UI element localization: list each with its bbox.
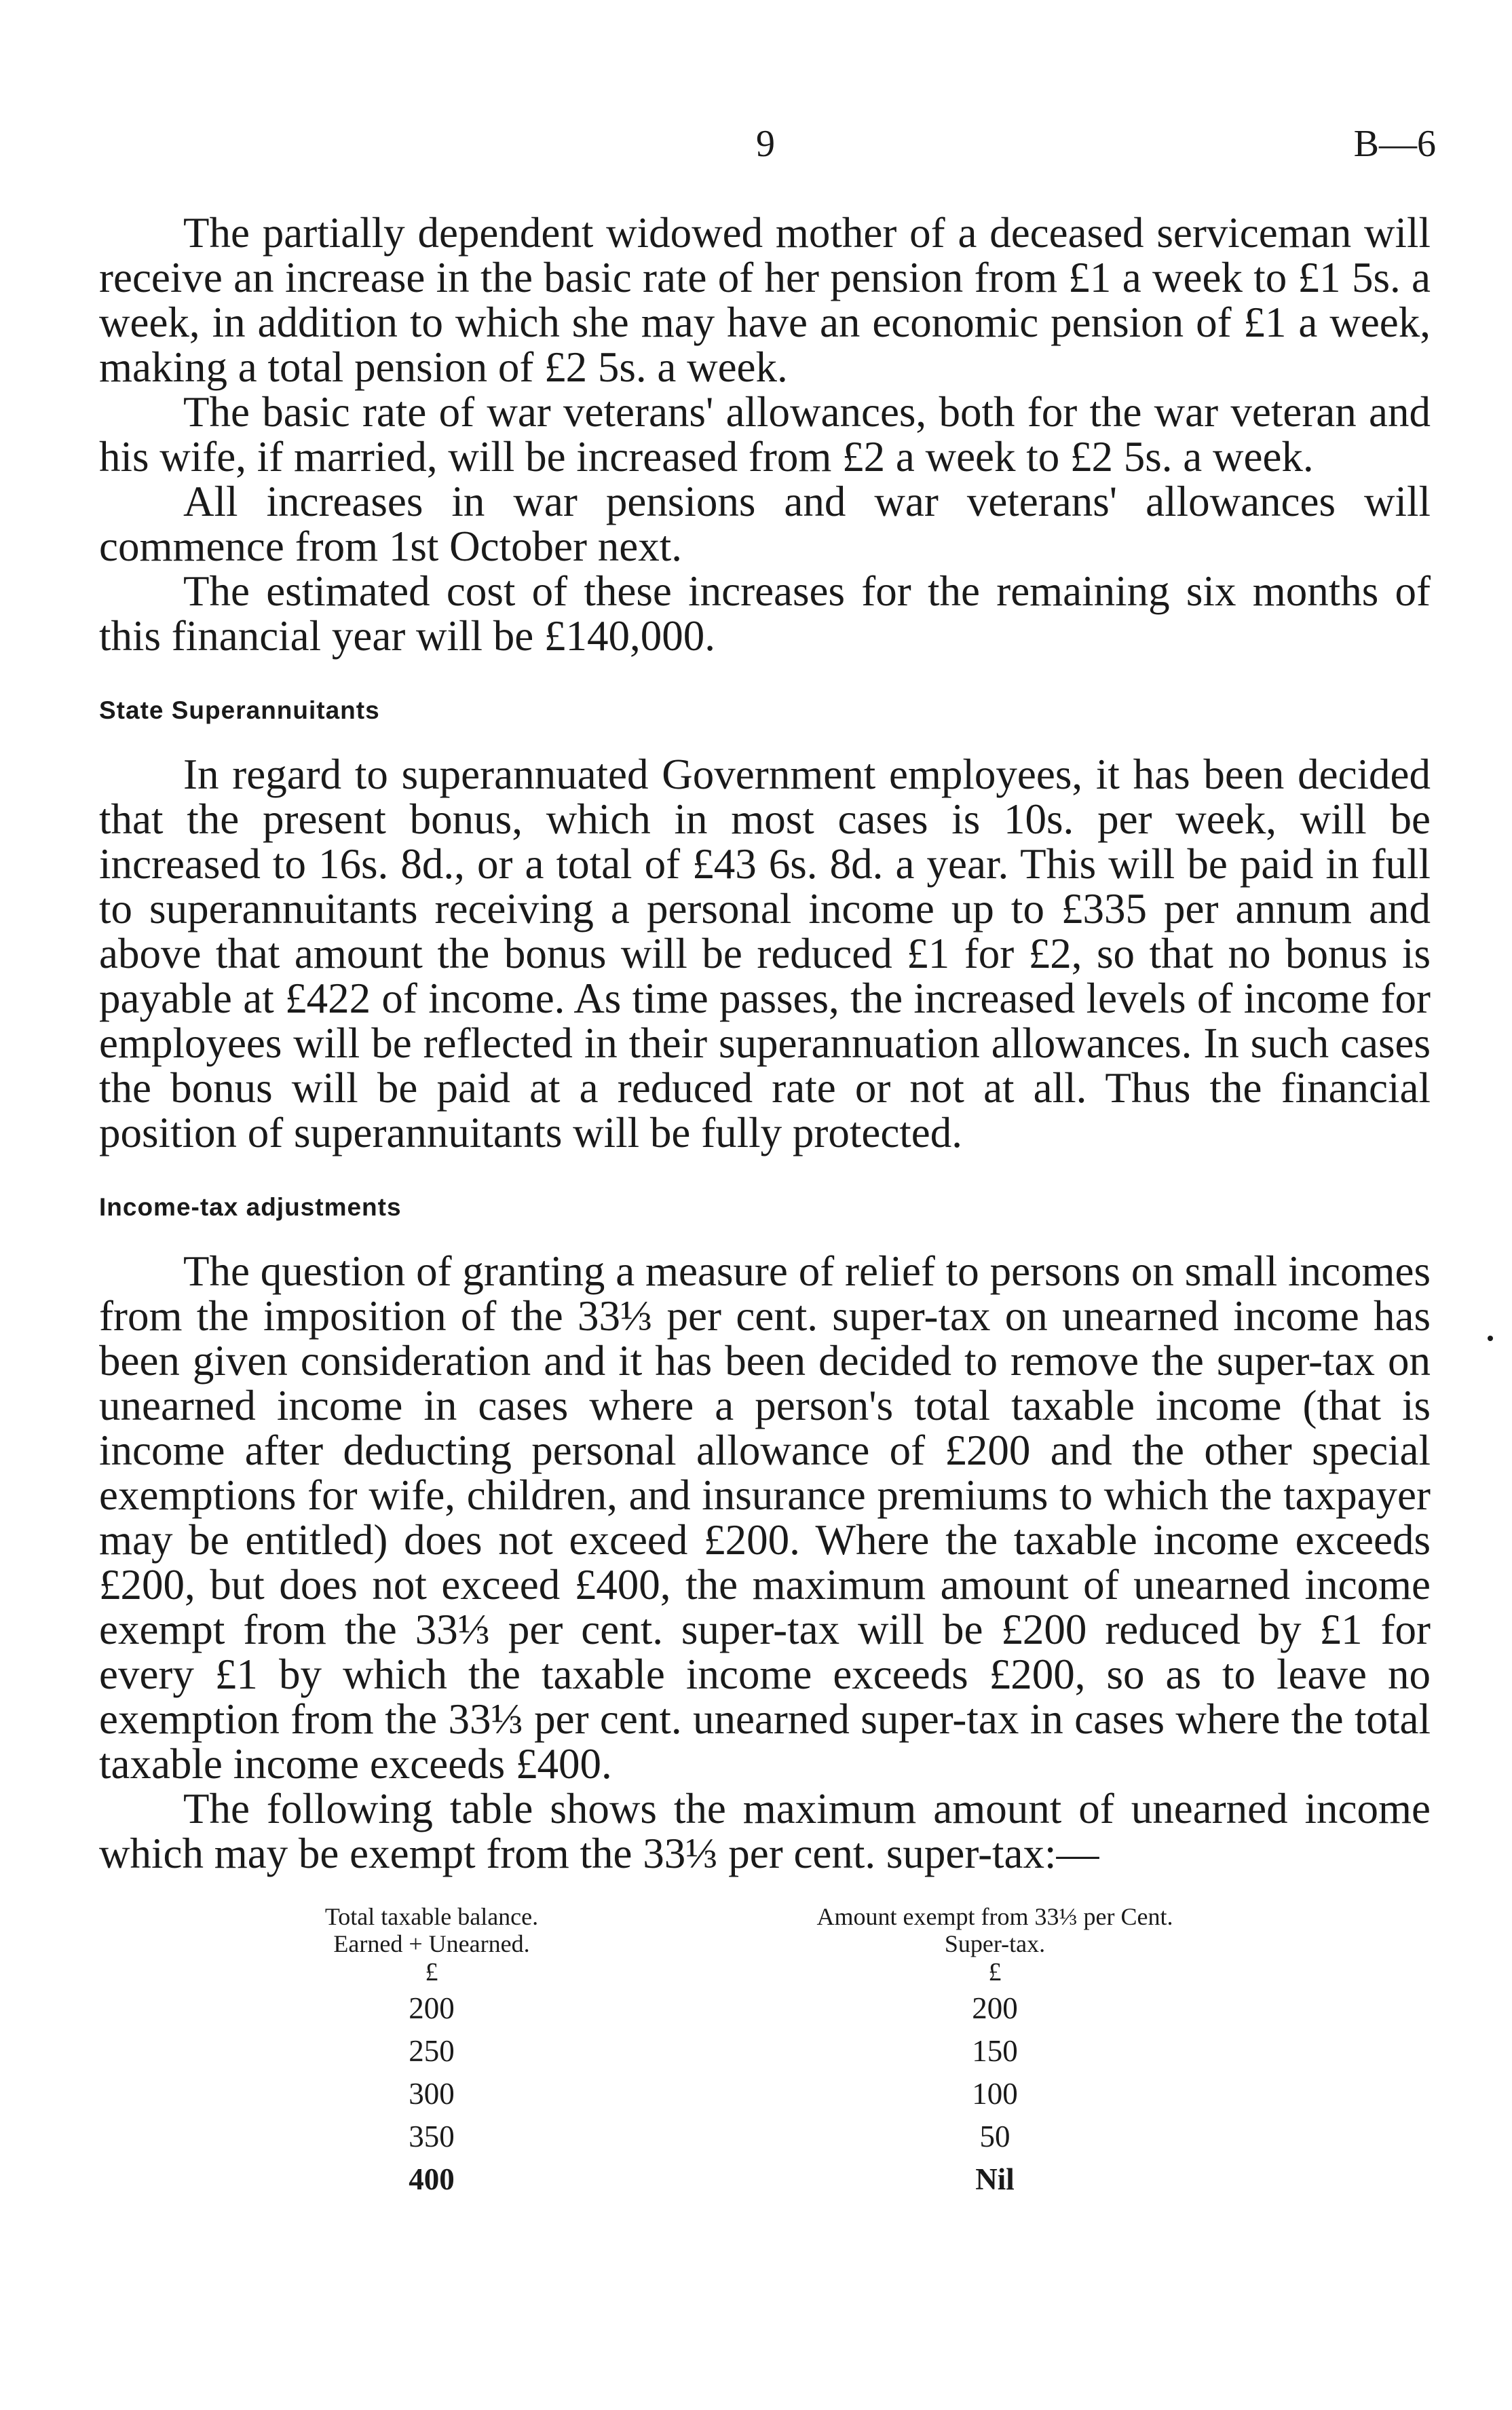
table-column-amount-exempt	[778, 1903, 1212, 2201]
column-header-line: Amount exempt from 33⅓ per Cent.	[816, 1903, 1173, 1930]
paragraph-war-veterans: The basic rate of war veterans' allowances, both for the war veteran and his wife, if married, will be increased from £2 a week to £2 5s. a week.	[99, 388, 1431, 481]
section-heading-superannuitants: State Superannuitants	[99, 696, 380, 724]
column-header-line: Total taxable balance.	[324, 1903, 539, 1930]
section-heading-income-tax: Income-tax adjustments	[99, 1193, 402, 1221]
column-unit: £	[425, 1958, 438, 1987]
page-code: B—6	[1353, 123, 1436, 165]
paragraph-superannuitants: In regard to superannuated Government employees, it has been decided that the present bonus, which in most cases is 10s. per week, will be increased to 16s. 8d., or a total of £43 6s. 8d. a year. This will be paid in full to superannuitants receiving a personal income up to £335 per annum and above that amount the bonus will be reduced £1 for £2, so that no bonus is payable at £422 of income. As time passes, the increased levels of income for employees will be reflected in their superannuation allowances. In such cases the bonus will be paid at a reduced rate or not at all. Thus the financial position of superannuitants will be fully protected.	[99, 751, 1431, 1156]
column-header-line: Earned + Unearned.	[333, 1930, 530, 1957]
table-cell: 200	[972, 1991, 1018, 2025]
table-cell: 100	[972, 2077, 1018, 2111]
ink-speck	[1488, 1336, 1493, 1341]
paragraph-super-tax-relief: The question of granting a measure of relief to persons on small incomes from the imposition of the 33⅓ per cent. super-tax on unearned income has been given consideration and it has been decided to remove the super-tax on unearned income in cases where a person's total taxable income (that is income after deducting personal allowance of £200 and the other special exemptions for wife, children, and insurance premiums to which the taxpayer may be entitled) does not exceed £200. Where the taxable income exceeds £200, but does not exceed £400, the maximum amount of unearned income exempt from the 33⅓ per cent. super-tax will be £200 reduced by £1 for every £1 by which the taxable income exceeds £200, so as to leave no exemption from the 33⅓ per cent. unearned super-tax in cases where the total taxable income exceeds £400.	[99, 1247, 1431, 1788]
page-body	[99, 210, 1431, 2256]
paragraph-estimated-cost: The estimated cost of these increases for the remaining six months of this financial year will be £140,000.	[99, 567, 1431, 660]
paragraph-commencement: All increases in war pensions and war veterans' allowances will commence from 1st October next.	[99, 478, 1431, 570]
paragraph-widowed-mother: The partially dependent widowed mother of a deceased serviceman will receive an increase in the basic rate of her pension from £1 a week to £1 5s. a week, in addition to which she may have an economic pension of £1 a week, making a total pension of £2 5s. a week.	[99, 209, 1431, 391]
table-cell: 200	[409, 1991, 455, 2025]
table-cell: 350	[409, 2120, 455, 2153]
exemption-table	[99, 1903, 1431, 2256]
paragraph-table-intro: The following table shows the maximum amount of unearned income which may be exempt from the 33⅓ per cent. super-tax:—	[99, 1785, 1431, 1877]
table-cell: Nil	[975, 2162, 1015, 2196]
table-column-total-taxable	[276, 1903, 588, 2201]
page-number: 9	[756, 123, 775, 165]
table-cell: 400	[409, 2162, 455, 2196]
table-cell: 250	[409, 2034, 455, 2068]
column-header-line: Super-tax.	[944, 1930, 1046, 1957]
table-cell: 50	[979, 2120, 1010, 2153]
column-unit: £	[988, 1958, 1002, 1987]
page-header	[0, 122, 1512, 176]
table-cell: 300	[409, 2077, 455, 2111]
table-cell: 150	[972, 2034, 1018, 2068]
